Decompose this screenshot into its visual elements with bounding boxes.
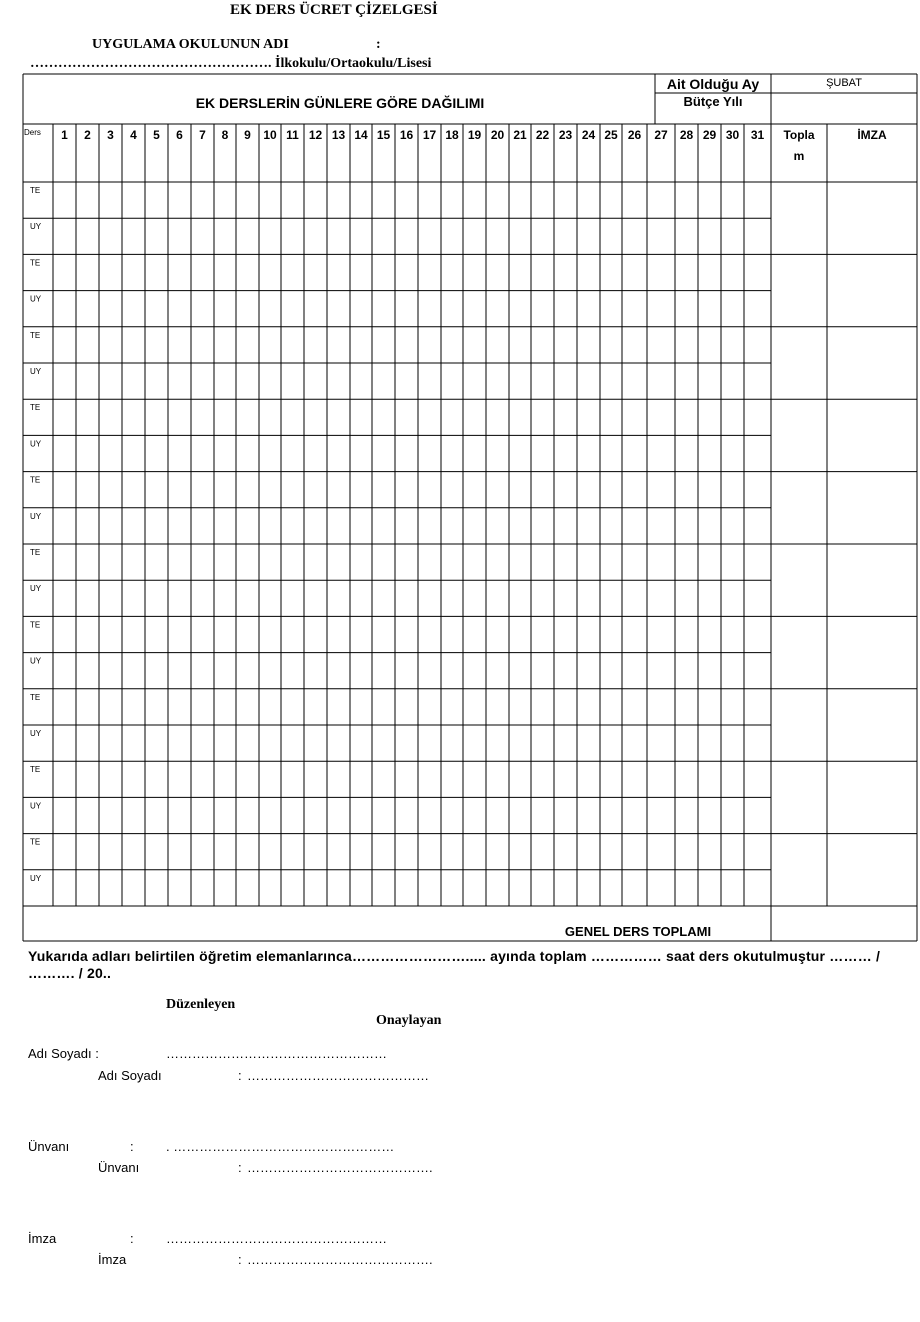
day-header-8: 8 xyxy=(221,128,229,142)
preparer-title-label: Ünvanı xyxy=(28,1139,70,1154)
row-label-13: TE xyxy=(30,620,41,630)
ders-header: Ders xyxy=(24,128,41,137)
row-label-4: UY xyxy=(30,294,42,304)
day-header-21: 21 xyxy=(513,128,527,142)
approver-signature-field: ……………………………………. xyxy=(247,1252,433,1267)
day-header-11: 11 xyxy=(286,128,299,142)
approver-title-field: ……………………………………. xyxy=(247,1160,433,1175)
day-header-27: 27 xyxy=(654,128,668,142)
approver-signature-colon: : xyxy=(238,1252,242,1267)
row-label-2: UY xyxy=(30,222,42,232)
school-name-line: ……………………………………………. İlkokulu/Ortaokulu/Lisesi xyxy=(30,56,432,71)
day-header-4: 4 xyxy=(130,128,137,142)
table-grid-lines xyxy=(23,74,917,941)
preparer-signature-colon: : xyxy=(130,1231,134,1246)
day-header-5: 5 xyxy=(153,128,160,142)
approver-name-field: …………………………………… xyxy=(247,1068,429,1083)
school-name-label: UYGULAMA OKULUNUN ADI xyxy=(92,37,289,52)
row-label-8: UY xyxy=(30,439,42,449)
row-label-17: TE xyxy=(30,765,41,775)
day-header-3: 3 xyxy=(107,128,114,142)
day-header-28: 28 xyxy=(679,128,694,142)
day-header-22: 22 xyxy=(535,128,550,142)
month-label: Ait Olduğu Ay xyxy=(666,76,760,92)
day-header-12: 12 xyxy=(308,128,323,142)
row-label-15: TE xyxy=(30,692,41,702)
approver-signature-label: İmza xyxy=(98,1252,127,1267)
preparer-signature-field: …………………………………………… xyxy=(166,1231,387,1246)
day-header-2: 2 xyxy=(84,128,91,142)
preparer-signature-label: İmza xyxy=(28,1231,57,1246)
prepared-by-heading: Düzenleyen xyxy=(166,997,236,1012)
approver-title-colon: : xyxy=(238,1160,242,1175)
row-label-5: TE xyxy=(30,330,41,340)
row-label-7: TE xyxy=(30,403,41,413)
budget-year-label: Bütçe Yılı xyxy=(683,94,743,109)
day-header-20: 20 xyxy=(490,128,505,142)
day-header-14: 14 xyxy=(354,128,368,142)
distribution-title: EK DERSLERİN GÜNLERE GÖRE DAĞILIMI xyxy=(195,95,485,111)
row-label-6: UY xyxy=(30,367,42,376)
total-header-line1: Topla xyxy=(783,128,815,142)
day-header-15: 15 xyxy=(376,128,391,142)
day-header-16: 16 xyxy=(399,128,414,142)
day-header-30: 30 xyxy=(725,128,740,142)
row-label-12: UY xyxy=(30,584,42,594)
day-header-6: 6 xyxy=(176,128,183,142)
day-header-18: 18 xyxy=(445,128,459,142)
row-label-14: UY xyxy=(30,656,42,666)
total-header-line2: m xyxy=(793,149,805,163)
approved-by-heading: Onaylayan xyxy=(376,1013,442,1028)
preparer-name-field: …………………………………………… xyxy=(166,1046,387,1061)
row-label-9: TE xyxy=(30,475,41,485)
day-header-13: 13 xyxy=(331,128,346,142)
day-header-26: 26 xyxy=(627,128,642,142)
row-label-10: UY xyxy=(30,511,42,521)
day-header-17: 17 xyxy=(422,128,437,142)
school-name-colon: : xyxy=(376,37,381,52)
day-header-24: 24 xyxy=(581,128,596,142)
day-header-1: 1 xyxy=(61,128,68,142)
approver-name-colon: : xyxy=(238,1068,242,1083)
row-label-18: UY xyxy=(30,801,42,811)
certification-statement: Yukarıda adları belirtilen öğretim elemanlarınca……………………..... ayında toplam …………… saat ders okutulmuştur ……… / ………. / 20.. xyxy=(28,948,881,981)
day-header-10: 10 xyxy=(263,128,277,142)
signature-header: İMZA xyxy=(857,128,887,142)
day-header-23: 23 xyxy=(558,128,573,142)
day-header-29: 29 xyxy=(702,128,717,142)
preparer-title-field: . …………………………………………… xyxy=(166,1139,395,1154)
approver-title-label: Ünvanı xyxy=(98,1160,140,1175)
day-header-7: 7 xyxy=(199,128,206,142)
row-label-19: TE xyxy=(30,837,41,847)
month-value: ŞUBAT xyxy=(826,77,862,89)
day-header-19: 19 xyxy=(467,128,482,142)
approver-name-label: Adı Soyadı xyxy=(98,1068,162,1083)
row-label-20: UY xyxy=(30,873,42,883)
row-label-3: TE xyxy=(30,258,41,268)
grand-total-label: GENEL DERS TOPLAMI xyxy=(564,924,712,939)
row-label-1: TE xyxy=(30,186,41,195)
form-title: EK DERS ÜCRET ÇİZELGESİ xyxy=(230,2,438,18)
day-header-31: 31 xyxy=(750,128,765,142)
preparer-title-colon: : xyxy=(130,1139,134,1154)
preparer-name-label: Adı Soyadı : xyxy=(28,1046,99,1061)
day-header-25: 25 xyxy=(604,128,618,142)
day-header-9: 9 xyxy=(244,128,251,142)
row-label-11: TE xyxy=(30,548,41,557)
row-label-16: UY xyxy=(30,729,42,738)
